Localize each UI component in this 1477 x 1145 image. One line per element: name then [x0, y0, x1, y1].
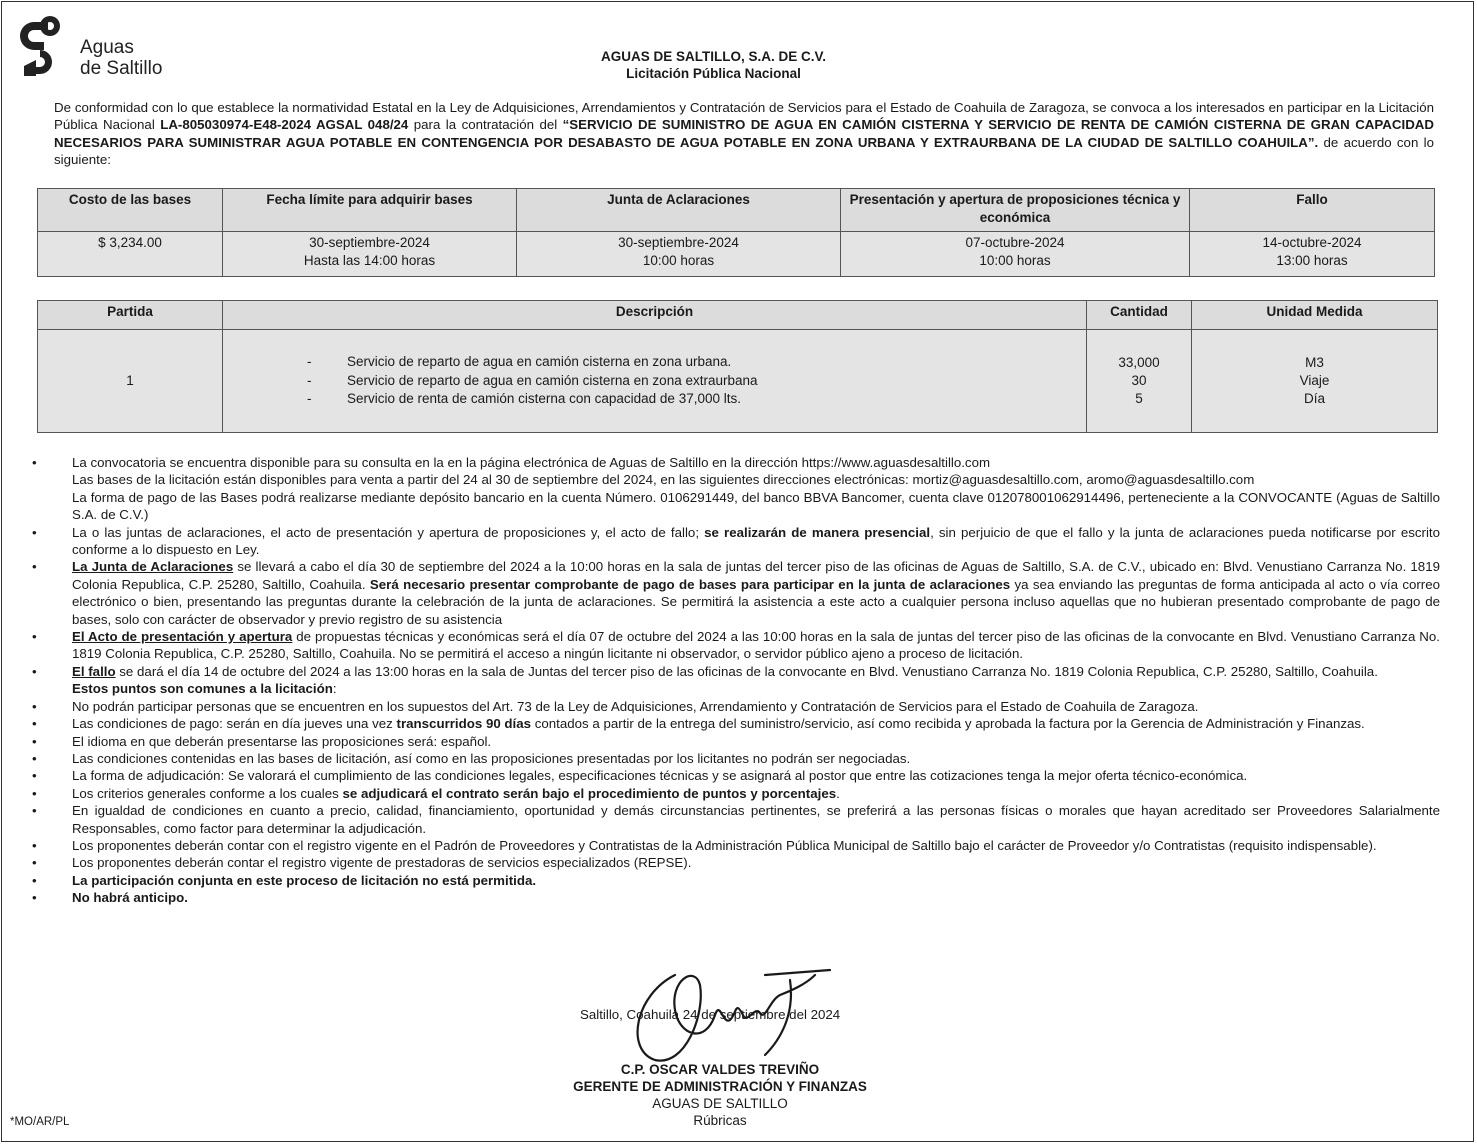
list-item	[30, 767, 1440, 784]
bullet-bold-text: No habrá anticipo.	[72, 890, 188, 906]
bullet-bold-text: transcurridos 90 días	[396, 716, 532, 732]
cell-line: 30-septiembre-2024	[618, 235, 739, 250]
service-title: “SERVICIO DE SUMINISTRO DE AGUA EN CAMIÓN CISTERNA Y SERVICIO DE RENTA DE CAMIÓN CISTERNA DE GRAN CAPACIDAD NECESARIOS PARA SUMINISTRAR AGUA POTABLE EN CONTENGENCIA POR DESABASTO DE AGUA POTABLE EN ZONA URBANA Y EXTRAURBANA DE LA CIUDAD DE SALTILLO COAHUILA”.	[54, 117, 1434, 150]
bullet-text: Las bases de la licitación están disponibles para venta a partir del 24 al 30 de septiembre del 2024, en las siguientes direcciones electrónicas: mortiz@aguasdesaltillo.com, aromo@aguasdesaltillo.com	[72, 472, 1255, 488]
col-header: Unidad Medida	[1192, 301, 1438, 330]
table-cell	[38, 232, 223, 277]
cell-line: $ 3,234.00	[98, 235, 162, 250]
partida-cell: 1	[38, 330, 223, 433]
footer-code: *MO/AR/PL	[10, 1116, 70, 1128]
bullet-text: Las condiciones contenidas en las bases de licitación, así como en las proposiciones presentadas por los licitantes no podrán ser negociadas.	[72, 750, 911, 766]
cell-line: 10:00 horas	[979, 253, 1051, 268]
bullet-icon	[32, 628, 37, 645]
list-item: - Servicio de renta de camión cisterna con capacidad de 37,000 lts.	[307, 390, 1082, 409]
col-header: Fallo	[1190, 189, 1435, 232]
bullet-icon	[32, 750, 37, 767]
bullet-text: La o las juntas de aclaraciones, el acto de presentación y apertura de proposiciones y, el acto de fallo;	[72, 524, 705, 540]
rubricas-label: Rúbricas	[693, 1113, 747, 1128]
list-item	[30, 837, 1440, 854]
conditions-list	[30, 454, 1440, 907]
bullet-icon	[32, 524, 37, 541]
cell-line: 14-octubre-2024	[1262, 235, 1362, 250]
bullet-icon	[32, 854, 37, 871]
bullet-text: No podrán participar personas que se encuentren en los supuestos del Art. 73 de la Ley de Adquisiciones, Arrendamiento y Contratación de Servicios para el Estado de Coahuila de Zaragoza.	[72, 698, 1199, 714]
bullet-text: se dará el día 14 de octubre del 2024 a las 13:00 horas en la sala de Juntas del tercer piso de las oficinas de la convocante en Blvd. Venustiano Carranza No. 1819 Colonia Republica, C.P. 25280, Saltillo, Coahuila.	[115, 663, 1378, 679]
bullet-icon	[32, 802, 37, 819]
col-header: Fecha límite para adquirir bases	[223, 189, 517, 232]
bullet-bold-text: La participación conjunta en este proceso de licitación no está permitida.	[72, 872, 537, 888]
tender-code: LA-805030974-E48-2024 AGSAL 048/24	[160, 117, 409, 133]
bullet-text: contados a partir de la entrega del suministro/servicio, así como recibida y aprobada la factura por la Gerencia de Administración y Finanzas.	[531, 716, 1365, 732]
list-item	[30, 750, 1440, 767]
bullet-bold-text: Será necesario presentar comprobante de pago de bases para participar en la junta de aclaraciones	[369, 576, 1011, 592]
list-item	[30, 733, 1440, 750]
logo-line-1: Aguas	[80, 37, 134, 58]
col-header: Costo de las bases	[38, 189, 223, 232]
quantity-value: 33,000	[1118, 355, 1160, 370]
email-link[interactable]: mortiz@aguasdesaltillo.com	[912, 472, 1079, 488]
list-item: - Servicio de reparto de agua en camión cisterna en zona extraurbana	[307, 372, 1082, 391]
document-header	[0, 48, 1427, 82]
unit-value: Viaje	[1299, 373, 1330, 388]
bullet-icon	[32, 837, 37, 854]
col-header: Presentación y apertura de proposiciones técnica y económica	[841, 189, 1190, 232]
bullet-icon	[32, 698, 37, 715]
quantity-cell	[1087, 330, 1192, 433]
heading-text: Estos puntos son comunes a la licitación	[72, 681, 333, 697]
bullet-text: La forma de pago de las Bases podrá realizarse mediante depósito bancario en la cuenta Número. 0106291449, del banco BBVA Bancomer, cuenta clave 012078001062914496, perteneciente a la CONVOCANTE (Aguas de Saltillo S.A. de C.V.)	[72, 489, 1440, 523]
unit-value: M3	[1305, 355, 1324, 370]
list-item	[30, 628, 1440, 663]
signature-block	[520, 1061, 920, 1129]
cell-line: Hasta las 14:00 horas	[303, 253, 436, 268]
bullet-text: ya sea enviando las preguntas de forma anticipada al acto o vía correo electrónico o bien, presentando las preguntas durante la celebración de la junta de aclaraciones. Se permitirá la asistencia a este acto a cualquier persona incluso aquellas que no hubieran presentado comprobante de pago de bases, solo con carácter de observador y previo registro de su asistencia	[72, 576, 1441, 627]
email-link[interactable]: aromo@aguasdesaltillo.com	[1086, 472, 1255, 488]
cell-line: 30-septiembre-2024	[309, 235, 430, 250]
bullet-icon	[32, 558, 37, 575]
bullet-icon	[32, 767, 37, 784]
description-list	[227, 353, 1082, 409]
col-header: Cantidad	[1087, 301, 1192, 330]
bullet-text: Los criterios generales conforme a los cuales	[72, 785, 343, 801]
quantity-value: 5	[1135, 391, 1143, 406]
intro-text-1: De conformidad con lo que establece la normatividad Estatal en la Ley de Adquisiciones, Arrendamientos y Contratación de Servicios para el Estado de Coahuila de Zaragoza, se convoca a los interesados en participar en la Licitación Pública Nacional	[54, 100, 1434, 133]
bullet-bold-text: se adjudicará el contrato serán bajo el procedimiento de puntos y porcentajes	[342, 785, 837, 801]
schedule-data-row	[38, 232, 1435, 277]
quantity-value: 30	[1131, 373, 1147, 388]
bullet-heading: La Junta de Aclaraciones	[72, 559, 234, 575]
signature-date: Saltillo, Coahuila 24 de septiembre del 2024	[580, 1007, 841, 1022]
list-item	[30, 663, 1440, 680]
bullet-text: Las condiciones de pago: serán en día jueves una vez	[72, 716, 397, 732]
heading-colon: :	[332, 681, 337, 697]
col-header: Descripción	[223, 301, 1087, 330]
bullet-text: La convocatoria se encuentra disponible para su consulta en la en la página electrónica de Aguas de Saltillo en la dirección https://www.aguasdesaltillo.com	[72, 455, 991, 470]
bullet-text: Los proponentes deberán contar el registro vigente de prestadoras de servicios especializados (REPSE).	[72, 855, 692, 871]
items-header-row	[38, 301, 1438, 330]
logo-line-2: de Saltillo	[80, 58, 163, 79]
list-item	[30, 524, 1440, 559]
list-item	[30, 802, 1440, 837]
bullet-heading: El fallo	[72, 663, 116, 679]
signer-position: GERENTE DE ADMINISTRACIÓN Y FINANZAS	[573, 1079, 867, 1094]
tender-type: Licitación Pública Nacional	[626, 66, 801, 81]
bullet-text: .	[836, 785, 840, 801]
list-item	[30, 715, 1440, 732]
table-cell	[223, 232, 517, 277]
bullet-text-part: Las bases de la licitación están disponibles para venta a partir del 24 al 30 de septiembre del 2024, en las siguientes direcciones electrónicas:	[72, 472, 913, 488]
bullet-icon	[32, 663, 37, 680]
table-cell	[841, 232, 1190, 277]
company-title: AGUAS DE SALTILLO, S.A. DE C.V.	[600, 49, 827, 64]
items-table	[37, 300, 1438, 433]
schedule-header-row	[38, 189, 1435, 232]
bullet-bold-text: se realizarán de manera presencial	[704, 524, 931, 540]
bullet-text: La forma de adjudicación: Se valorará el cumplimiento de las condiciones legales, especificaciones técnicas y se asignará al postor que entre las cotizaciones tenga la mejor oferta técnico-económica.	[72, 768, 1248, 784]
bullet-text: de propuestas técnicas y económicas será el día 07 de octubre del 2024 a las 10:00 horas en la sala de juntas del tercer piso de las oficinas de la convocante en Blvd. Venustiano Carranza No. 1819 Colonia Republica, C.P. 25280, Saltillo, Coahuila. No se permitirá el acceso a ningún licitante ni observador, o servidor público ajeno a proceso de licitación.	[72, 629, 1440, 662]
bullet-icon	[32, 733, 37, 750]
bullet-icon	[32, 872, 37, 889]
list-item: - Servicio de reparto de agua en camión cisterna en zona urbana.	[307, 353, 1082, 372]
bullet-text: , sin perjuicio de que el fallo y la junta de aclaraciones pueda notificarse por escrito conforme a lo dispuesto en Ley.	[72, 524, 1440, 558]
cell-line: 13:00 horas	[1276, 253, 1348, 268]
unit-value: Día	[1303, 391, 1325, 406]
intro-text-3: de acuerdo con lo siguiente:	[54, 134, 1434, 167]
bullet-icon	[32, 785, 37, 802]
cell-line: 07-octubre-2024	[965, 235, 1065, 250]
common-points-heading	[30, 680, 1440, 697]
list-item	[30, 854, 1440, 871]
bullet-heading: El Acto de presentación y apertura	[72, 629, 293, 645]
col-header: Partida	[38, 301, 223, 330]
list-item	[30, 889, 1440, 906]
bullet-text: se llevará a cabo el día 30 de septiembre del 2024 a la 10:00 horas en la sala de juntas del tercer piso de las oficinas de Aguas de Saltillo, S.A. de C.V., ubicado en: Blvd. Venustiano Carranza No. 1819 Colonia Republica, C.P. 25280, Saltillo, Coahuila.	[72, 559, 1440, 592]
table-cell	[1190, 232, 1435, 277]
bullet-text: El idioma en que deberán presentarse las proposiciones será: español.	[72, 733, 492, 749]
list-item	[30, 454, 1440, 524]
cell-line: 10:00 horas	[642, 253, 715, 268]
bullet-icon	[32, 454, 37, 471]
list-item	[30, 785, 1440, 802]
signer-name: C.P. OSCAR VALDES TREVIÑO	[620, 1062, 820, 1077]
intro-text-2: para la contratación del	[408, 117, 563, 133]
unit-cell	[1192, 330, 1438, 433]
schedule-table	[37, 188, 1435, 277]
intro-paragraph	[54, 99, 1434, 168]
list-item	[30, 872, 1440, 889]
bullet-text: Los proponentes deberán contar con el registro vigente en el Padrón de Proveedores y Contratistas de la Administración Pública Municipal de Saltillo bajo el carácter de Proveedor y/o Contratistas (requisito indispensable).	[72, 837, 1377, 853]
col-header: Junta de Aclaraciones	[517, 189, 841, 232]
handwritten-signature	[615, 955, 845, 1075]
list-item	[30, 558, 1440, 628]
bullet-text: En igualdad de condiciones en cuanto a precio, calidad, financiamiento, oportunidad y demás circunstancias pertinentes, se preferirá a las personas físicas o morales que hayan acreditado ser Proveedores Salarialmente Responsables, como factor para determinar la adjudicación.	[72, 803, 1440, 836]
description-cell	[223, 330, 1087, 433]
bullet-icon	[32, 889, 37, 906]
bullet-icon	[32, 715, 37, 732]
table-cell	[517, 232, 841, 277]
items-data-row	[38, 330, 1438, 433]
signer-company: AGUAS DE SALTILLO	[652, 1096, 788, 1111]
list-item	[30, 698, 1440, 715]
